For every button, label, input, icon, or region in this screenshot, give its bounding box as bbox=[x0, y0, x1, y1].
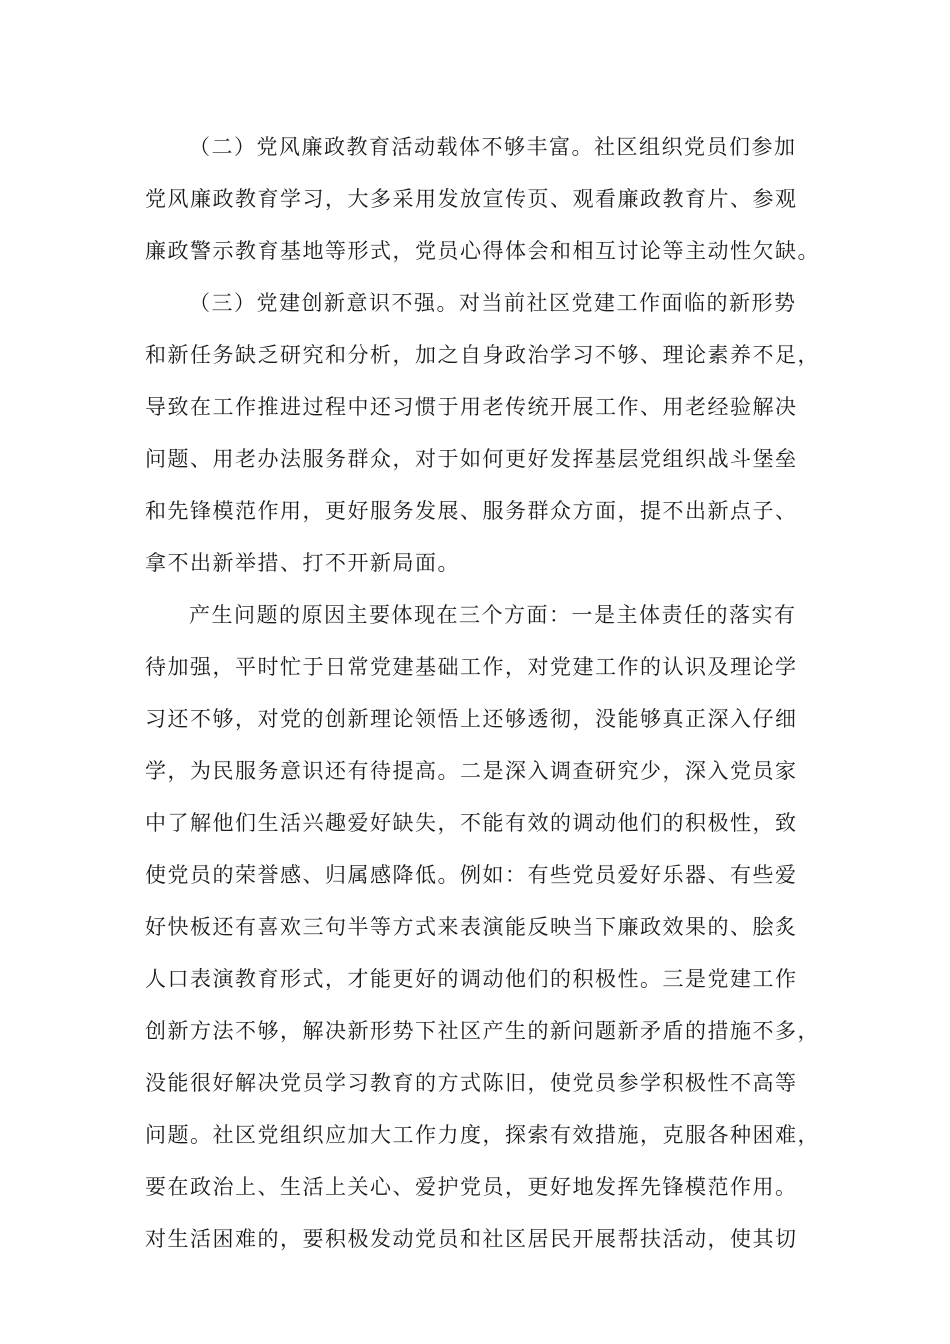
paragraph-2-line-3: 导致在工作推进过程中还习惯于用老传统开展工作、用老经验解决 bbox=[145, 395, 798, 419]
paragraph-3-line-7: 好快板还有喜欢三句半等方式来表演能反映当下廉政效果的、脍炙 bbox=[145, 915, 798, 939]
paragraph-3-line-10: 没能很好解决党员学习教育的方式陈旧，使党员参学积极性不高等 bbox=[145, 1071, 798, 1095]
paragraph-2-line-2: 和新任务缺乏研究和分析，加之自身政治学习不够、理论素养不足， bbox=[145, 343, 820, 367]
paragraph-1-line-3: 廉政警示教育基地等形式，党员心得体会和相互讨论等主动性欠缺。 bbox=[145, 239, 820, 263]
paragraph-2-line-6: 拿不出新举措、打不开新局面。 bbox=[145, 551, 460, 575]
paragraph-3-line-5: 中了解他们生活兴趣爱好缺失，不能有效的调动他们的积极性，致 bbox=[145, 811, 798, 835]
paragraph-1-line-1: （二）党风廉政教育活动载体不够丰富。社区组织党员们参加 bbox=[189, 135, 797, 159]
paragraph-3-line-1: 产生问题的原因主要体现在三个方面：一是主体责任的落实有 bbox=[189, 603, 797, 627]
paragraph-2-line-4: 问题、用老办法服务群众，对于如何更好发挥基层党组织战斗堡垒 bbox=[145, 447, 798, 471]
paragraph-3-line-3: 习还不够，对党的创新理论领悟上还够透彻，没能够真正深入仔细 bbox=[145, 707, 798, 731]
paragraph-3-line-8: 人口表演教育形式，才能更好的调动他们的积极性。三是党建工作 bbox=[145, 967, 798, 991]
paragraph-3-line-11: 问题。社区党组织应加大工作力度，探索有效措施，克服各种困难， bbox=[145, 1123, 820, 1147]
paragraph-3-line-9: 创新方法不够，解决新形势下社区产生的新问题新矛盾的措施不多， bbox=[145, 1019, 820, 1043]
paragraph-3-line-12: 要在政治上、生活上关心、爱护党员，更好地发挥先锋模范作用。 bbox=[145, 1175, 798, 1199]
paragraph-3-line-2: 待加强，平时忙于日常党建基础工作，对党建工作的认识及理论学 bbox=[145, 655, 798, 679]
paragraph-2-line-1: （三）党建创新意识不强。对当前社区党建工作面临的新形势 bbox=[189, 291, 797, 315]
paragraph-3-line-6: 使党员的荣誉感、归属感降低。例如：有些党员爱好乐器、有些爱 bbox=[145, 863, 798, 887]
paragraph-2-line-5: 和先锋模范作用，更好服务发展、服务群众方面，提不出新点子、 bbox=[145, 499, 798, 523]
paragraph-3-line-13: 对生活困难的，要积极发动党员和社区居民开展帮扶活动，使其切 bbox=[145, 1227, 798, 1251]
paragraph-3-line-4: 学，为民服务意识还有待提高。二是深入调查研究少，深入党员家 bbox=[145, 759, 798, 783]
paragraph-1-line-2: 党风廉政教育学习，大多采用发放宣传页、观看廉政教育片、参观 bbox=[145, 187, 798, 211]
